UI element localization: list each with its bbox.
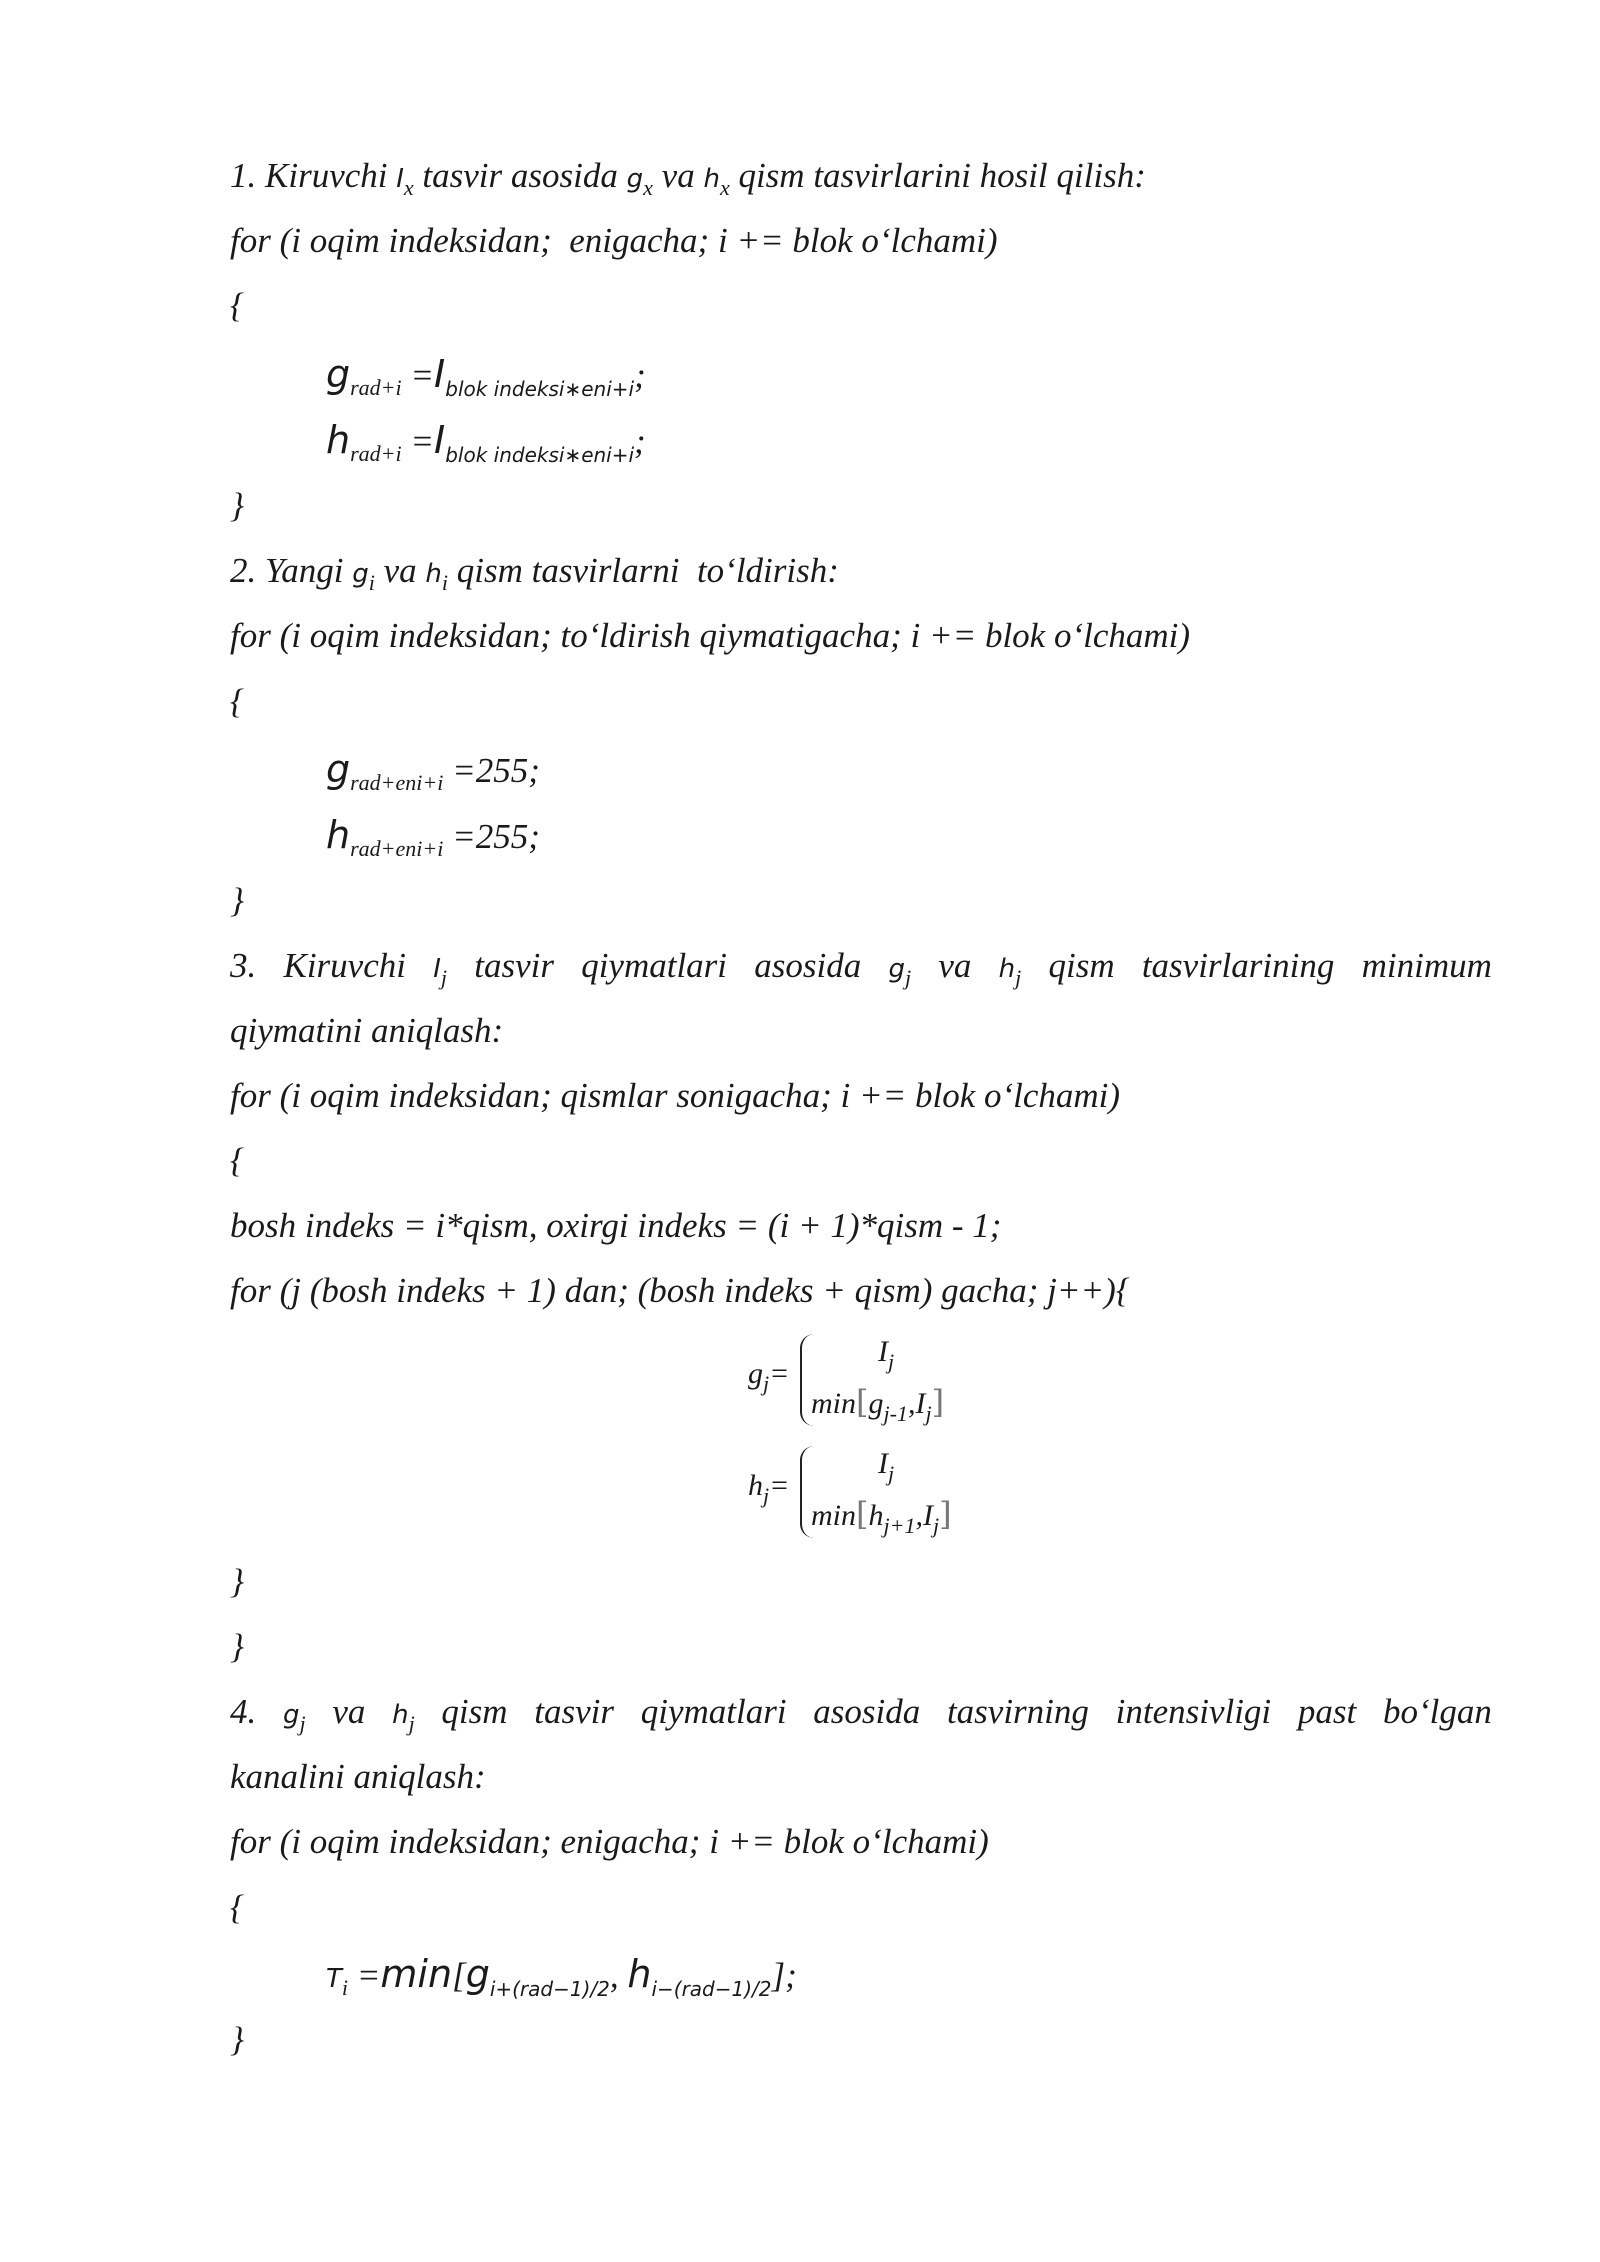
close-brace: } <box>230 881 244 920</box>
document-page: 1. Kiruvchi $I_x$ tasvir asosida $g_x$ va $h_x$ qism tasvirlarini hosil qilish: for (i oqim indeksidan; enigacha; i += blok o‘lchami) { $g_{rad+i} =I_{blok indeksi∗eni+i}$; $h_{rad+i} =I_{blok indeksi∗eni+i}$; } 2. Yangi $g_i$ va $h_i$ qism tasvirlarni to‘ldirish: for (i oqim indeksidan; to‘ldirish qiymatigacha; i += blok o‘lchami) { $g_{rad+eni+i} =255$; $h_{rad+eni+i} =255$; } 3. Kiruvchi $I_j$ tasvir qiymatlari asosida $g_j$ va $h_j$ qism tasvirlarining minimum qiymatini aniqlash: for (i oqim indeksidan; qismlar sonigacha; i += blok o‘lchami) { bosh indeks = i*qism, oxirgi indeks = (i + 1)*qism - 1; for (j (bosh indeks + 1) dan; (bosh indeks + qism) gacha; j++){ $g_j=$ $I_j$ $\min[g_{j-1},I_j]$ $h_j=$ $I_j$ $\min[h_{j+1},I_j]$ } } 4. $g_j$ va $h_j$ qism tasvir qiymatlari asosida tasvirning intensivligi past bo‘lgan kanalini aniqlash: for (i oqim indeksidan; enigacha; i += blok o‘lchami) { $T_i =\min[g_{i+(rad-1)/2}$, $h_{i-(rad-1)/2}$]; } <box>0 0 1600 2262</box>
step-1-equation-h: $h_{rad+i} =I_{blok indeksi∗eni+i}$; <box>326 418 646 467</box>
step-3-heading-continued: qiymatini aniqlash: <box>230 1011 504 1050</box>
step-3-for-loop: for (i oqim indeksidan; qismlar sonigacha; i += blok o‘lchami) <box>230 1076 1121 1115</box>
close-brace: } <box>230 1627 244 1666</box>
open-brace: { <box>230 1141 244 1180</box>
step-2-for-loop: for (i oqim indeksidan; to‘ldirish qiymatigacha; i += blok o‘lchami) <box>230 616 1191 655</box>
step-2-equation-g: $g_{rad+eni+i} =255$; <box>326 747 540 795</box>
step-2-equation-h: $h_{rad+eni+i} =255$; <box>326 813 540 861</box>
close-brace: } <box>230 486 244 525</box>
step-4-for-loop: for (i oqim indeksidan; enigacha; i += blok o‘lchami) <box>230 1822 989 1861</box>
step-3-heading: 3. Kiruvchi $I_j$ tasvir qiymatlari asosida $g_j$ va $h_j$ qism tasvirlarining minimum <box>230 946 1492 990</box>
index-assignment: bosh indeks = i*qism, oxirgi indeks = (i + 1)*qism - 1; <box>230 1206 1002 1245</box>
close-brace: } <box>230 2020 244 2059</box>
step-1-equation-g: $g_{rad+i} =I_{blok indeksi∗eni+i}$; <box>326 352 646 401</box>
step-4-equation-t: $T_i =\min[g_{i+(rad-1)/2}$, $h_{i-(rad-1)/2}$]; <box>326 1952 797 2001</box>
open-brace: { <box>230 682 244 721</box>
step-1-for-loop: for (i oqim indeksidan; enigacha; i += blok o‘lchami) <box>230 221 998 260</box>
open-brace: { <box>230 286 244 325</box>
step-4-heading: 4. $g_j$ va $h_j$ qism tasvir qiymatlari asosida tasvirning intensivligi past bo‘lgan <box>230 1692 1492 1736</box>
inner-for-loop: for (j (bosh indeks + 1) dan; (bosh indeks + qism) gacha; j++){ <box>230 1271 1130 1310</box>
open-brace: { <box>230 1888 244 1927</box>
step-1-heading: 1. Kiruvchi $I_x$ tasvir asosida $g_x$ va $h_x$ qism tasvirlarini hosil qilish: <box>230 156 1146 200</box>
step-2-heading: 2. Yangi $g_i$ va $h_i$ qism tasvirlarni to‘ldirish: <box>230 551 839 595</box>
close-brace: } <box>230 1562 244 1601</box>
step-4-heading-continued: kanalini aniqlash: <box>230 1757 486 1796</box>
